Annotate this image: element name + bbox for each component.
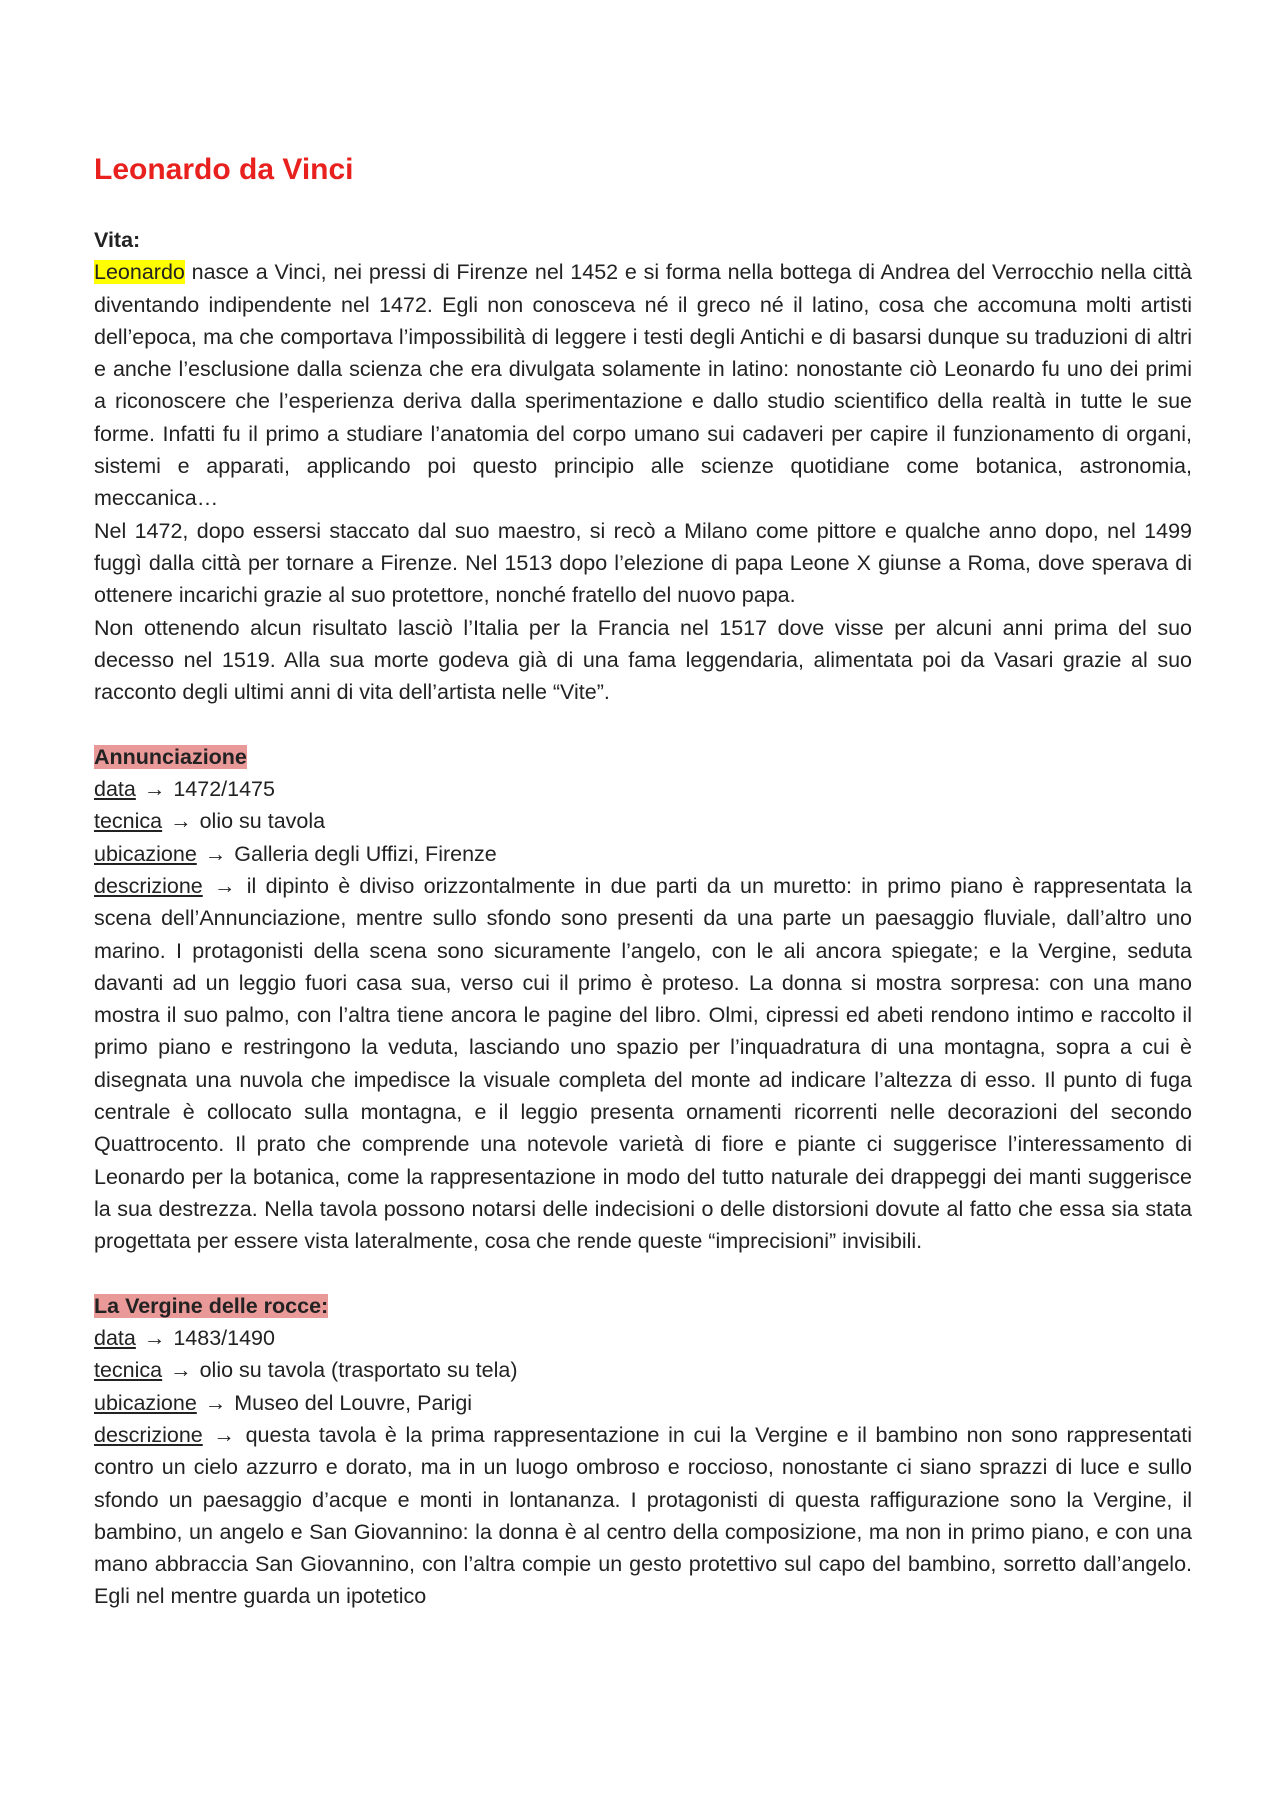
work-annunciazione [94, 741, 1192, 1258]
work-vergine-delle-rocce [94, 1290, 1192, 1613]
tecnica-value: olio su tavola [199, 809, 326, 834]
work-descrizione [94, 870, 1192, 1258]
work-title-highlight: Annunciazione [94, 744, 247, 769]
work-ubicazione [94, 838, 1192, 870]
data-label: data [94, 1326, 136, 1351]
tecnica-label: tecnica [94, 1358, 163, 1383]
data-value: 1483/1490 [173, 1326, 275, 1351]
section-gap [94, 1258, 1192, 1290]
page-title: Leonardo da Vinci [94, 153, 354, 186]
arrow-icon: → [143, 777, 166, 802]
vita-paragraph-3: Non ottenendo alcun risultato lasciò l’Italia per la Francia nel 1517 dove visse per alcuni anni prima del suo decesso nel 1519. Alla sua morte godeva già di una fama leggendaria, alimentata poi da Vasari grazie al suo racconto degli ultimi anni di vita dell’artista nelle “Vite”. [94, 615, 1192, 705]
vita-paragraph-1-text: nasce a Vinci, nei pressi di Firenze nel 1452 e si forma nella bottega di Andrea del Verrocchio nella città diventando indipendente nel 1472. Egli non conosceva né il greco né il latino, cosa che accomuna molti artisti dell’epoca, ma che comportava l’impossibilità di leggere i testi degli Antichi e di basarsi dunque su traduzioni di altri e anche l’esclusione dalla scienza che era divulgata solamente in latino: nonostante ciò Leonardo fu uno dei primi a riconoscere che l’esperienza deriva dalla sperimentazione e dallo studio scientifico della realtà in tutte le sue forme. Infatti fu il primo a studiare l’anatomia del corpo umano sui cadaveri per capire il funzionamento di organi, sistemi e apparati, applicando poi questo principio alle scienze quotidiane come botanica, astronomia, meccanica… [94, 260, 1192, 511]
vita-paragraph-2: Nel 1472, dopo essersi staccato dal suo maestro, si recò a Milano come pittore e qualche anno dopo, nel 1499 fuggì dalla città per tornare a Firenze. Nel 1513 dopo l’elezione di papa Leone X giunse a Roma, dove sperava di ottenere incarichi grazie al suo protettore, nonché fratello del nuovo papa. [94, 518, 1192, 608]
data-label: data [94, 777, 136, 802]
descrizione-value: il dipinto è diviso orizzontalmente in due parti da un muretto: in primo piano è rappresentata la scena dell’Annunciazione, mentre sullo sfondo sono presenti da una parte un paesaggio fluviale, dall’altro uno marino. I protagonisti della scena sono sicuramente l’angelo, con le ali ancora spiegate; e la Vergine, seduta davanti ad un leggio fuori casa sua, verso cui il primo è proteso. La donna si mostra sorpresa: con una mano mostra il suo palmo, con l’altra tiene ancora le pagine del libro. Olmi, cipressi ed abeti rendono intimo e raccolto il primo piano e restringono la veduta, lasciando uno spazio per l’inquadratura di una montagna, sopra a cui è disegnata una nuvola che impedisce la visuale completa del monte ad indicare l’altezza di esso. Il punto di fuga centrale è collocato sulla montagna, e il leggio presenta ornamenti ricorrenti nelle decorazioni del secondo Quattrocento. Il prato che comprende una notevole varietà di fiore e piante ci suggerisce l’interessamento di Leonardo per la botanica, come la rappresentazione in modo del tutto naturale dei drappeggi dei manti suggerisce la sua destrezza. Nella tavola possono notarsi delle indecisioni o delle distorsioni dovute al fatto che essa sia stata progettata per essere vista lateralmente, cosa che rende queste “imprecisioni” invisibili. [94, 873, 1193, 1254]
arrow-icon: → [214, 873, 236, 898]
ubicazione-value: Galleria degli Uffizi, Firenze [234, 841, 497, 866]
work-title [94, 741, 1192, 773]
arrow-icon: → [213, 1422, 235, 1447]
work-data [94, 1322, 1192, 1354]
tecnica-value: olio su tavola (trasportato su tela) [199, 1358, 518, 1383]
work-title-highlight: La Vergine delle rocce: [94, 1293, 329, 1318]
work-tecnica [94, 1354, 1192, 1386]
document-page [94, 150, 1192, 1613]
highlighted-name: Leonardo [94, 260, 185, 285]
vita-paragraph-1 [94, 256, 1192, 514]
vita-heading: Vita: [94, 228, 141, 252]
ubicazione-value: Museo del Louvre, Parigi [234, 1390, 473, 1415]
tecnica-label: tecnica [94, 809, 163, 834]
work-ubicazione [94, 1387, 1192, 1419]
descrizione-value: questa tavola è la prima rappresentazione in cui la Vergine e il bambino non sono rappresentati contro un cielo azzurro e dorato, ma in un luogo ombroso e roccioso, nonostante ci siano sprazzi di luce e sullo sfondo un paesaggio d’acque e monti in lontananza. I protagonisti di questa raffigurazione sono la Vergine, il bambino, un angelo e San Giovannino: la donna è al centro della composizione, ma non in primo piano, e con una mano abbraccia San Giovannino, con l’altra compie un gesto protettivo sul capo del bambino, sorretto dall’angelo. Egli nel mentre guarda un ipotetico [94, 1422, 1192, 1609]
section-gap [94, 708, 1192, 740]
arrow-icon: → [204, 841, 227, 866]
descrizione-label: descrizione [94, 1422, 203, 1447]
work-title [94, 1290, 1192, 1322]
ubicazione-label: ubicazione [94, 841, 197, 866]
work-data [94, 773, 1192, 805]
data-value: 1472/1475 [173, 777, 275, 802]
arrow-icon: → [170, 809, 192, 834]
ubicazione-label: ubicazione [94, 1390, 197, 1415]
work-tecnica [94, 805, 1192, 837]
arrow-icon: → [170, 1358, 192, 1383]
arrow-icon: → [143, 1326, 166, 1351]
work-descrizione [94, 1419, 1192, 1613]
descrizione-label: descrizione [94, 873, 203, 898]
arrow-icon: → [204, 1390, 227, 1415]
